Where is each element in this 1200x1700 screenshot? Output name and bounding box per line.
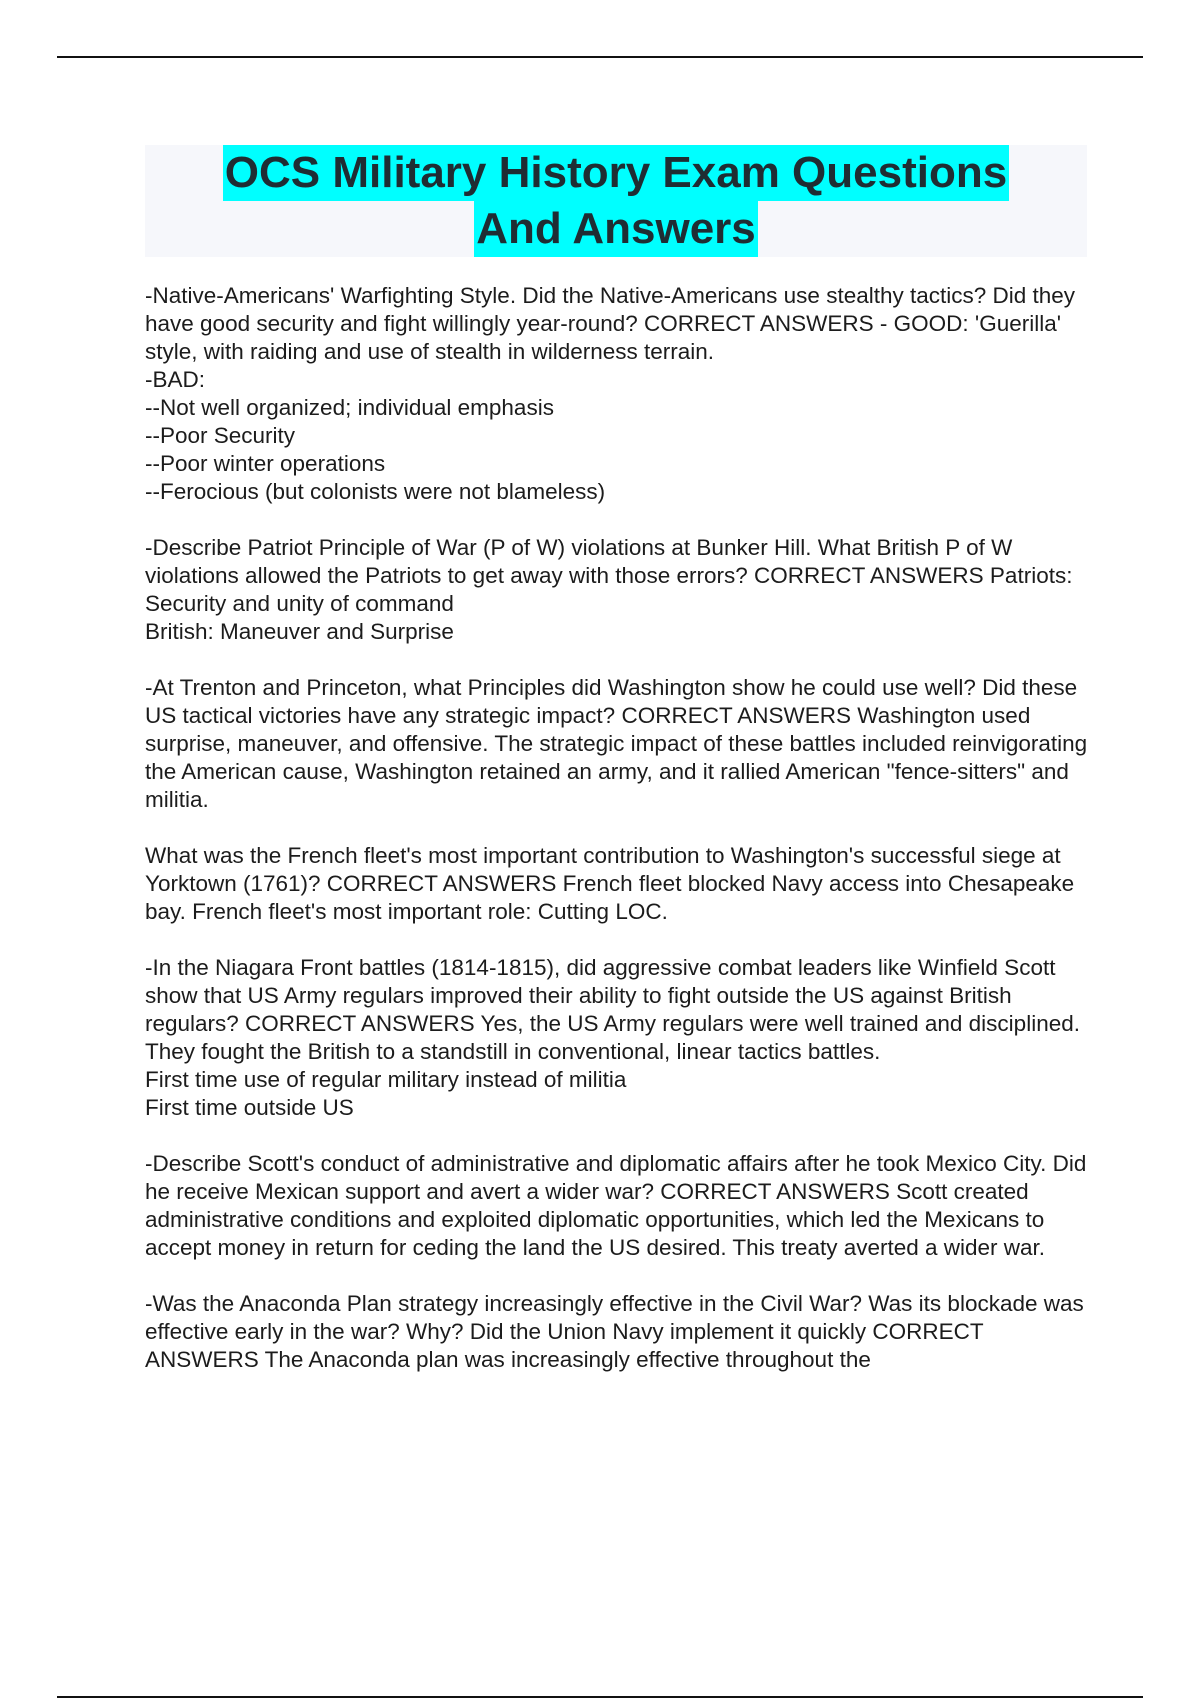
qa-entry-1 bbox=[145, 282, 1090, 506]
entry-text: What was the French fleet's most important contribution to Washington's successful siege at Yorktown (1761)? CORRECT ANSWERS French fleet blocked Navy access into Chesapeake bay. French fleet's most important role: Cutting LOC. bbox=[145, 843, 1081, 924]
document-title bbox=[145, 145, 1087, 257]
entry-text: -BAD: bbox=[145, 367, 206, 392]
entry-text: --Ferocious (but colonists were not blameless) bbox=[145, 479, 606, 504]
entry-text: -Native-Americans' Warfighting Style. Did the Native-Americans use stealthy tactics? Did they have good security and fight willingly year-round? CORRECT ANSWERS - GOOD: 'Guerilla' style, with raiding and use of stealth in wilderness terrain. bbox=[145, 283, 1082, 364]
title-line-2: And Answers bbox=[474, 201, 758, 257]
bottom-rule bbox=[57, 1696, 1143, 1698]
qa-entry-3 bbox=[145, 674, 1094, 814]
qa-entry-2 bbox=[145, 534, 1090, 646]
qa-entry-6 bbox=[145, 1150, 1093, 1262]
entry-text: First time use of regular military instead of militia bbox=[145, 1067, 627, 1092]
entry-text: --Not well organized; individual emphasis bbox=[145, 395, 554, 420]
title-line-1: OCS Military History Exam Questions bbox=[223, 145, 1009, 201]
entry-text: --Poor Security bbox=[145, 423, 296, 448]
entry-text: First time outside US bbox=[145, 1095, 354, 1120]
entry-text: -At Trenton and Princeton, what Principles did Washington show he could use well? Did these US tactical victories have any strategic impact? CORRECT ANSWERS Washington used surprise, maneuver, and offensive. The strategic impact of these battles included reinvigorating the American cause, Washington retained an army, and it rallied American "fence-sitters" and militia. bbox=[145, 675, 1094, 812]
document-body bbox=[145, 282, 1094, 1402]
entry-text: -Describe Scott's conduct of administrative and diplomatic affairs after he took Mexico City. Did he receive Mexican support and avert a wider war? CORRECT ANSWERS Scott created administrative conditions and exploited diplomatic opportunities, which led the Mexicans to accept money in return for ceding the land the US desired. This treaty averted a wider war. bbox=[145, 1151, 1093, 1260]
qa-entry-5 bbox=[145, 954, 1090, 1122]
top-rule bbox=[57, 56, 1143, 58]
entry-text: --Poor winter operations bbox=[145, 451, 386, 476]
qa-entry-7 bbox=[145, 1290, 1090, 1374]
entry-text: British: Maneuver and Surprise bbox=[145, 619, 454, 644]
entry-text: -Describe Patriot Principle of War (P of W) violations at Bunker Hill. What British P of W violations allowed the Patriots to get away with those errors? CORRECT ANSWERS Patriots: Security and unity of command bbox=[145, 535, 1079, 616]
qa-entry-4 bbox=[145, 842, 1090, 926]
entry-text: -Was the Anaconda Plan strategy increasingly effective in the Civil War? Was its blockade was effective early in the war? Why? Did the Union Navy implement it quickly CORRECT ANSWERS The Anaconda plan was increasingly effective throughout the bbox=[145, 1291, 1091, 1372]
entry-text: -In the Niagara Front battles (1814-1815), did aggressive combat leaders like Winfield Scott show that US Army regulars improved their ability to fight outside the US against British regulars? CORRECT ANSWERS Yes, the US Army regulars were well trained and disciplined. They fought the British to a standstill in conventional, linear tactics battles. bbox=[145, 955, 1086, 1064]
